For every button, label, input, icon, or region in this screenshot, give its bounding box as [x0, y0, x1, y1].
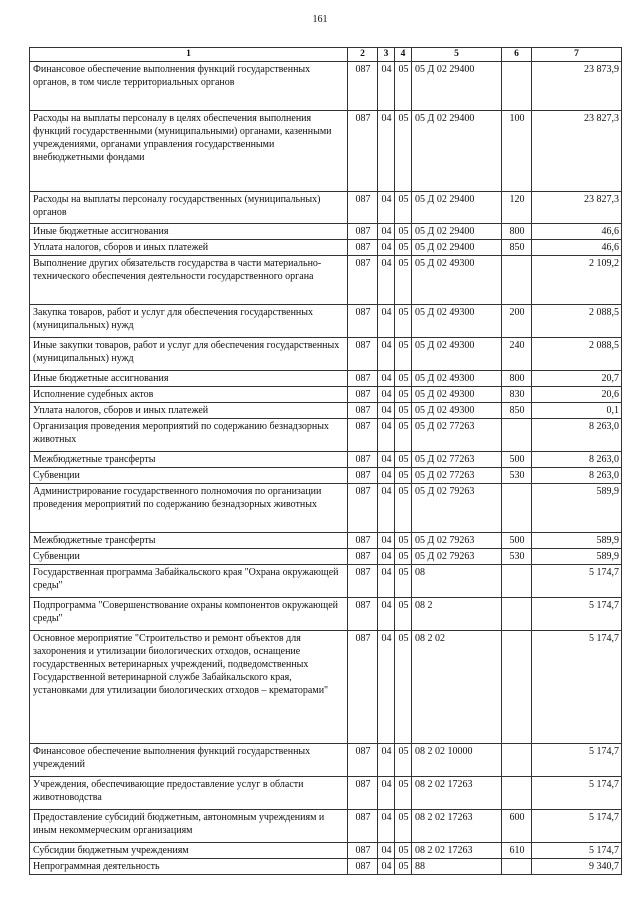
row-grbs-cell: 087	[348, 452, 378, 468]
row-grbs-cell: 087	[348, 631, 378, 744]
row-grbs-cell: 087	[348, 403, 378, 419]
table-row	[30, 810, 622, 843]
row-amount-cell: 589,9	[532, 484, 622, 533]
row-section-cell: 04	[378, 859, 395, 875]
row-amount-cell: 5 174,7	[532, 744, 622, 777]
row-target-article-cell: 08	[412, 565, 502, 598]
row-subsection-cell: 05	[395, 371, 412, 387]
row-subsection-cell: 05	[395, 111, 412, 192]
row-amount-cell: 0,1	[532, 403, 622, 419]
row-grbs-cell: 087	[348, 468, 378, 484]
row-target-article-cell: 05 Д 02 77263	[412, 468, 502, 484]
row-section-cell: 04	[378, 549, 395, 565]
row-section-cell: 04	[378, 452, 395, 468]
row-subsection-cell: 05	[395, 224, 412, 240]
row-section-cell: 04	[378, 403, 395, 419]
row-amount-cell: 8 263,0	[532, 419, 622, 452]
row-name-cell: Финансовое обеспечение выполнения функций государственных учреждений	[30, 744, 348, 777]
table-row	[30, 843, 622, 859]
row-target-article-cell: 05 Д 02 29400	[412, 62, 502, 111]
row-amount-cell: 8 263,0	[532, 452, 622, 468]
row-amount-cell: 589,9	[532, 533, 622, 549]
row-section-cell: 04	[378, 631, 395, 744]
row-target-article-cell: 05 Д 02 79263	[412, 549, 502, 565]
row-expense-type-cell: 830	[502, 387, 532, 403]
row-target-article-cell: 88	[412, 859, 502, 875]
page-number: 161	[312, 14, 328, 25]
row-amount-cell: 23 873,9	[532, 62, 622, 111]
row-grbs-cell: 087	[348, 843, 378, 859]
column-header: 5	[412, 48, 502, 62]
table-row	[30, 240, 622, 256]
row-amount-cell: 5 174,7	[532, 565, 622, 598]
row-amount-cell: 5 174,7	[532, 810, 622, 843]
table-row	[30, 484, 622, 533]
table-header-row	[30, 48, 622, 62]
row-subsection-cell: 05	[395, 843, 412, 859]
row-expense-type-cell: 850	[502, 403, 532, 419]
table-row	[30, 565, 622, 598]
row-name-cell: Иные бюджетные ассигнования	[30, 224, 348, 240]
row-amount-cell: 20,6	[532, 387, 622, 403]
row-amount-cell: 9 340,7	[532, 859, 622, 875]
column-header: 3	[378, 48, 395, 62]
row-expense-type-cell: 600	[502, 810, 532, 843]
row-name-cell: Организация проведения мероприятий по содержанию безнадзорных животных	[30, 419, 348, 452]
table-row	[30, 468, 622, 484]
row-expense-type-cell: 800	[502, 224, 532, 240]
row-subsection-cell: 05	[395, 631, 412, 744]
row-section-cell: 04	[378, 565, 395, 598]
row-expense-type-cell: 500	[502, 533, 532, 549]
row-section-cell: 04	[378, 240, 395, 256]
row-subsection-cell: 05	[395, 192, 412, 224]
row-target-article-cell: 05 Д 02 49300	[412, 387, 502, 403]
row-expense-type-cell	[502, 62, 532, 111]
row-subsection-cell: 05	[395, 403, 412, 419]
row-expense-type-cell	[502, 484, 532, 533]
row-grbs-cell: 087	[348, 744, 378, 777]
row-section-cell: 04	[378, 533, 395, 549]
row-target-article-cell: 05 Д 02 49300	[412, 256, 502, 305]
row-subsection-cell: 05	[395, 452, 412, 468]
table-row	[30, 549, 622, 565]
column-header: 4	[395, 48, 412, 62]
row-subsection-cell: 05	[395, 533, 412, 549]
row-amount-cell: 46,6	[532, 224, 622, 240]
row-target-article-cell: 05 Д 02 29400	[412, 224, 502, 240]
row-target-article-cell: 05 Д 02 79263	[412, 533, 502, 549]
row-section-cell: 04	[378, 468, 395, 484]
table-row	[30, 224, 622, 240]
row-name-cell: Закупка товаров, работ и услуг для обеспечения государственных (муниципальных) нужд	[30, 305, 348, 338]
row-grbs-cell: 087	[348, 256, 378, 305]
row-amount-cell: 46,6	[532, 240, 622, 256]
row-section-cell: 04	[378, 371, 395, 387]
row-section-cell: 04	[378, 338, 395, 371]
row-amount-cell: 589,9	[532, 549, 622, 565]
row-grbs-cell: 087	[348, 419, 378, 452]
row-subsection-cell: 05	[395, 744, 412, 777]
row-target-article-cell: 05 Д 02 29400	[412, 240, 502, 256]
row-grbs-cell: 087	[348, 598, 378, 631]
row-expense-type-cell	[502, 419, 532, 452]
row-subsection-cell: 05	[395, 859, 412, 875]
row-subsection-cell: 05	[395, 484, 412, 533]
row-section-cell: 04	[378, 744, 395, 777]
row-section-cell: 04	[378, 843, 395, 859]
row-subsection-cell: 05	[395, 240, 412, 256]
row-grbs-cell: 087	[348, 484, 378, 533]
row-subsection-cell: 05	[395, 598, 412, 631]
row-expense-type-cell: 800	[502, 371, 532, 387]
table-row	[30, 859, 622, 875]
row-grbs-cell: 087	[348, 810, 378, 843]
row-target-article-cell: 08 2 02	[412, 631, 502, 744]
row-expense-type-cell: 850	[502, 240, 532, 256]
table-row	[30, 744, 622, 777]
row-target-article-cell: 05 Д 02 77263	[412, 419, 502, 452]
row-grbs-cell: 087	[348, 777, 378, 810]
row-section-cell: 04	[378, 598, 395, 631]
row-name-cell: Основное мероприятие "Строительство и ремонт объектов для захоронения и утилизации биологических отходов, оснащение государственных ветеринарных учреждений, подведомственных Государственной ветеринарной службе Забайкальского края, установками для утилизации биологических отходов – крематорами"	[30, 631, 348, 744]
row-target-article-cell: 05 Д 02 29400	[412, 111, 502, 192]
row-subsection-cell: 05	[395, 549, 412, 565]
row-expense-type-cell: 530	[502, 468, 532, 484]
budget-table	[29, 47, 622, 875]
row-grbs-cell: 087	[348, 305, 378, 338]
row-grbs-cell: 087	[348, 859, 378, 875]
row-expense-type-cell	[502, 631, 532, 744]
row-amount-cell: 2 109,2	[532, 256, 622, 305]
row-name-cell: Выполнение других обязательств государства в части материально-технического обеспечения деятельности государственного органа	[30, 256, 348, 305]
row-name-cell: Предоставление субсидий бюджетным, автономным учреждениям и иным некоммерческим организациям	[30, 810, 348, 843]
row-amount-cell: 5 174,7	[532, 843, 622, 859]
row-subsection-cell: 05	[395, 565, 412, 598]
row-section-cell: 04	[378, 810, 395, 843]
row-subsection-cell: 05	[395, 387, 412, 403]
row-expense-type-cell: 240	[502, 338, 532, 371]
row-target-article-cell: 05 Д 02 49300	[412, 403, 502, 419]
row-expense-type-cell	[502, 744, 532, 777]
row-target-article-cell: 08 2 02 10000	[412, 744, 502, 777]
row-target-article-cell: 05 Д 02 77263	[412, 452, 502, 468]
row-target-article-cell: 08 2	[412, 598, 502, 631]
row-name-cell: Расходы на выплаты персоналу государственных (муниципальных) органов	[30, 192, 348, 224]
row-expense-type-cell	[502, 565, 532, 598]
row-target-article-cell: 08 2 02 17263	[412, 843, 502, 859]
table-row	[30, 371, 622, 387]
row-target-article-cell: 05 Д 02 49300	[412, 338, 502, 371]
row-name-cell: Исполнение судебных актов	[30, 387, 348, 403]
row-section-cell: 04	[378, 256, 395, 305]
row-target-article-cell: 08 2 02 17263	[412, 777, 502, 810]
row-grbs-cell: 087	[348, 111, 378, 192]
row-expense-type-cell	[502, 777, 532, 810]
row-expense-type-cell	[502, 859, 532, 875]
row-name-cell: Межбюджетные трансферты	[30, 533, 348, 549]
row-grbs-cell: 087	[348, 387, 378, 403]
row-section-cell: 04	[378, 62, 395, 111]
row-grbs-cell: 087	[348, 224, 378, 240]
row-grbs-cell: 087	[348, 371, 378, 387]
row-name-cell: Субвенции	[30, 468, 348, 484]
row-name-cell: Иные бюджетные ассигнования	[30, 371, 348, 387]
table-row	[30, 777, 622, 810]
table-row	[30, 256, 622, 305]
row-subsection-cell: 05	[395, 810, 412, 843]
table-row	[30, 403, 622, 419]
row-amount-cell: 2 088,5	[532, 338, 622, 371]
row-expense-type-cell: 610	[502, 843, 532, 859]
row-name-cell: Расходы на выплаты персоналу в целях обеспечения выполнения функций государственными (муниципальными) органами, казенными учреждениями, органами управления государственными внебюджетными фондами	[30, 111, 348, 192]
row-grbs-cell: 087	[348, 533, 378, 549]
row-section-cell: 04	[378, 419, 395, 452]
row-name-cell: Подпрограмма "Совершенствование охраны компонентов окружающей среды"	[30, 598, 348, 631]
row-amount-cell: 23 827,3	[532, 192, 622, 224]
row-amount-cell: 23 827,3	[532, 111, 622, 192]
row-section-cell: 04	[378, 224, 395, 240]
row-name-cell: Субвенции	[30, 549, 348, 565]
column-header: 1	[30, 48, 348, 62]
row-section-cell: 04	[378, 484, 395, 533]
table-row	[30, 192, 622, 224]
row-expense-type-cell: 200	[502, 305, 532, 338]
table-row	[30, 631, 622, 744]
table-row	[30, 62, 622, 111]
row-target-article-cell: 05 Д 02 49300	[412, 371, 502, 387]
table-row	[30, 419, 622, 452]
row-subsection-cell: 05	[395, 256, 412, 305]
table-row	[30, 305, 622, 338]
row-amount-cell: 5 174,7	[532, 777, 622, 810]
row-name-cell: Государственная программа Забайкальского края "Охрана окружающей среды"	[30, 565, 348, 598]
row-name-cell: Учреждения, обеспечивающие предоставление услуг в области животноводства	[30, 777, 348, 810]
row-grbs-cell: 087	[348, 549, 378, 565]
table-row	[30, 452, 622, 468]
table-row	[30, 111, 622, 192]
row-expense-type-cell: 530	[502, 549, 532, 565]
row-subsection-cell: 05	[395, 419, 412, 452]
row-subsection-cell: 05	[395, 305, 412, 338]
table-row	[30, 387, 622, 403]
row-section-cell: 04	[378, 777, 395, 810]
row-grbs-cell: 087	[348, 192, 378, 224]
row-grbs-cell: 087	[348, 338, 378, 371]
row-name-cell: Непрограммная деятельность	[30, 859, 348, 875]
row-amount-cell: 5 174,7	[532, 598, 622, 631]
row-expense-type-cell: 100	[502, 111, 532, 192]
row-name-cell: Уплата налогов, сборов и иных платежей	[30, 240, 348, 256]
row-expense-type-cell: 120	[502, 192, 532, 224]
row-subsection-cell: 05	[395, 62, 412, 111]
row-target-article-cell: 05 Д 02 79263	[412, 484, 502, 533]
row-name-cell: Иные закупки товаров, работ и услуг для обеспечения государственных (муниципальных) нужд	[30, 338, 348, 371]
row-grbs-cell: 087	[348, 62, 378, 111]
row-expense-type-cell: 500	[502, 452, 532, 468]
row-target-article-cell: 05 Д 02 49300	[412, 305, 502, 338]
row-grbs-cell: 087	[348, 240, 378, 256]
row-target-article-cell: 08 2 02 17263	[412, 810, 502, 843]
row-name-cell: Администрирование государственного полномочия по организации проведения мероприятий по содержанию безнадзорных животных	[30, 484, 348, 533]
table-row	[30, 598, 622, 631]
row-subsection-cell: 05	[395, 338, 412, 371]
row-name-cell: Финансовое обеспечение выполнения функций государственных органов, в том числе территориальных органов	[30, 62, 348, 111]
row-subsection-cell: 05	[395, 777, 412, 810]
row-target-article-cell: 05 Д 02 29400	[412, 192, 502, 224]
row-name-cell: Межбюджетные трансферты	[30, 452, 348, 468]
row-name-cell: Уплата налогов, сборов и иных платежей	[30, 403, 348, 419]
row-section-cell: 04	[378, 192, 395, 224]
row-name-cell: Субсидии бюджетным учреждениям	[30, 843, 348, 859]
row-grbs-cell: 087	[348, 565, 378, 598]
row-section-cell: 04	[378, 305, 395, 338]
row-section-cell: 04	[378, 387, 395, 403]
row-amount-cell: 20,7	[532, 371, 622, 387]
row-amount-cell: 2 088,5	[532, 305, 622, 338]
column-header: 2	[348, 48, 378, 62]
row-amount-cell: 5 174,7	[532, 631, 622, 744]
table-row	[30, 533, 622, 549]
row-expense-type-cell	[502, 256, 532, 305]
row-subsection-cell: 05	[395, 468, 412, 484]
row-expense-type-cell	[502, 598, 532, 631]
table-row	[30, 338, 622, 371]
row-amount-cell: 8 263,0	[532, 468, 622, 484]
column-header: 7	[532, 48, 622, 62]
column-header: 6	[502, 48, 532, 62]
row-section-cell: 04	[378, 111, 395, 192]
